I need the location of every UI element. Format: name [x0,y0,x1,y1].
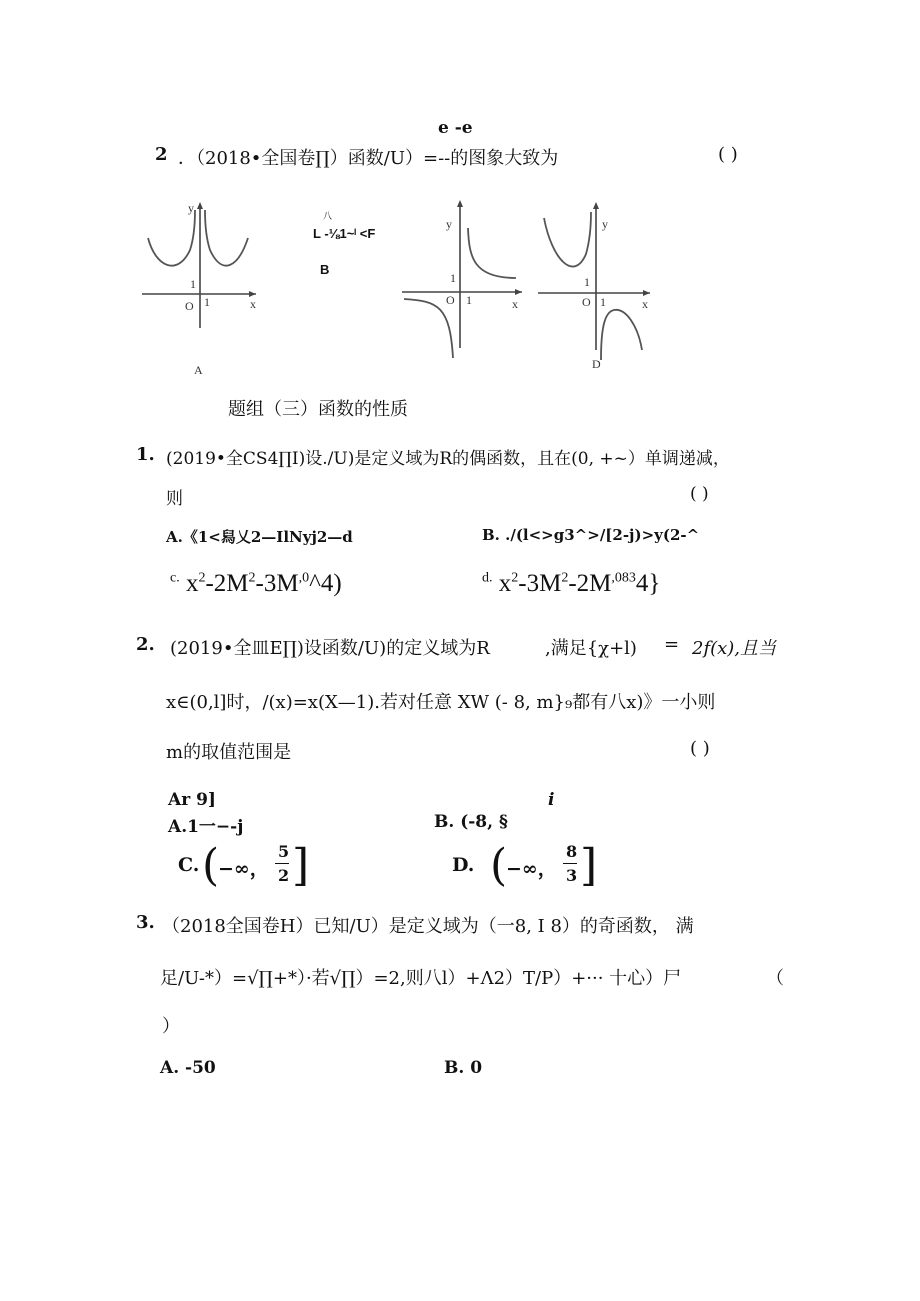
option-c-part: 2 [248,570,256,586]
option-b: B. ./(l<>g3^>/[2-j)>y(2-^ [482,526,700,544]
section-title: 题组（三）函数的性质 [228,399,408,420]
graph-a [138,198,264,380]
y-axis-label: y [188,201,194,215]
option-c-part: ^4) [309,570,342,597]
option-d-part: x [498,570,512,597]
option-c [170,570,342,598]
option-b: B. 0 [444,1058,483,1078]
option-d-part: -3M [518,570,562,597]
close-bracket: ] [292,840,310,891]
option-a: A. -50 [160,1058,216,1078]
option-a-top: Ar 9] [168,790,216,810]
x-one-label: 1 [466,293,472,307]
x-axis-label: x [642,297,648,311]
open-paren: ( [202,840,220,891]
option-c-prefix: c. [170,570,180,586]
option-d-part: ,083 [611,570,636,586]
origin-label: O [185,299,194,313]
fraction-numerator: e -e [438,118,473,138]
answer-paren-close: ） [162,1016,180,1037]
option-a: A.1一−-j [168,817,244,837]
question-line-2: 足/U-*）=√∏+*）·若√∏）=2,则八l）+Λ2）T/P）+··· 十心）尸 [160,968,682,989]
question-number: 1. [136,444,155,465]
option-c-numerator: 5 [278,842,290,861]
option-c-part: -3M [255,570,299,597]
question-stem-cont: 则 [166,489,183,509]
y-axis-label: y [602,217,608,231]
answer-paren-open: （ [766,968,784,989]
graph-d-label: D [592,357,601,371]
option-d-part: 2 [511,570,519,586]
option-c-prefix: C. [178,854,200,876]
option-c-denominator: 2 [278,866,290,885]
question-line-1-eq: = [664,634,680,655]
x-axis-label: x [250,297,256,311]
graph-d [534,200,654,378]
question-number: 2 [155,144,168,165]
option-a: A.《1<舄乂2—IlNyj2—d [166,528,353,546]
x-axis-label: x [512,297,518,311]
question-stem: ．（2018•全国卷∏）函数/U）=--的图象大致为 [178,148,559,169]
fraction-bar [275,863,289,864]
fraction-bar [563,863,577,864]
question-line-3: m的取值范围是 [166,742,292,763]
answer-paren: ( ) [690,738,710,759]
question-number: 3. [136,912,155,933]
option-d-part: 2 [561,570,569,586]
question-line-2: x∈(0,l]时，/(x)=x(X—1).若对任意 XW (- 8, m}₉都有八x)》一小则 [166,692,716,713]
close-bracket: ] [580,840,598,891]
option-d-prefix: D. [452,854,475,876]
option-d-part: -2M [568,570,612,597]
y-one-label: 1 [584,275,590,289]
answer-paren: ( ) [718,144,738,165]
answer-paren: ( ) [690,484,709,504]
open-paren: ( [490,840,508,891]
graph-a-label: A [194,363,203,377]
x-one-label: 1 [600,295,606,309]
option-c-part: 2 [198,570,206,586]
graph-b-garble: L -⅛1~ˡ <F [313,226,376,241]
question-number: 2. [136,634,155,655]
question-stem: (2019•全CS4∏I)设./U)是定义域为R的偶函数，且在(0, +~）单调递减， [166,449,730,469]
x-one-label: 1 [204,295,210,309]
option-d [482,570,660,598]
option-d-denominator: 3 [566,866,578,885]
question-line-1: （2018全国卷H）已知/U）是定义域为（一8, I 8）的奇函数， 满 [162,916,694,937]
question-line-1b: ,满足{χ+l) [545,638,637,659]
option-d-interval: −∞， [506,858,557,880]
option-c-interval: −∞， [218,858,269,880]
option-d-numerator: 8 [566,842,578,861]
option-b: B. (-8, § [434,812,508,832]
y-axis-label: y [446,217,452,231]
option-c-part: ,0 [298,570,310,586]
option-i-mark: i [548,790,555,810]
y-one-label: 1 [190,277,196,291]
option-c-part: x [185,570,199,597]
graph-c [398,198,526,378]
graph-b-garble-small: 八 [323,211,333,221]
question-line-1a: (2019•全皿E∏)设函数/U)的定义域为R [170,638,490,659]
option-d-prefix: d. [482,570,493,586]
option-c-part: -2M [205,570,249,597]
y-one-label: 1 [450,271,456,285]
option-d-part: 4} [635,570,661,597]
origin-label: O [446,293,455,307]
question-line-1c: 2f(x),且当 [692,638,777,659]
graph-b-label: B [320,262,330,277]
origin-label: O [582,295,591,309]
